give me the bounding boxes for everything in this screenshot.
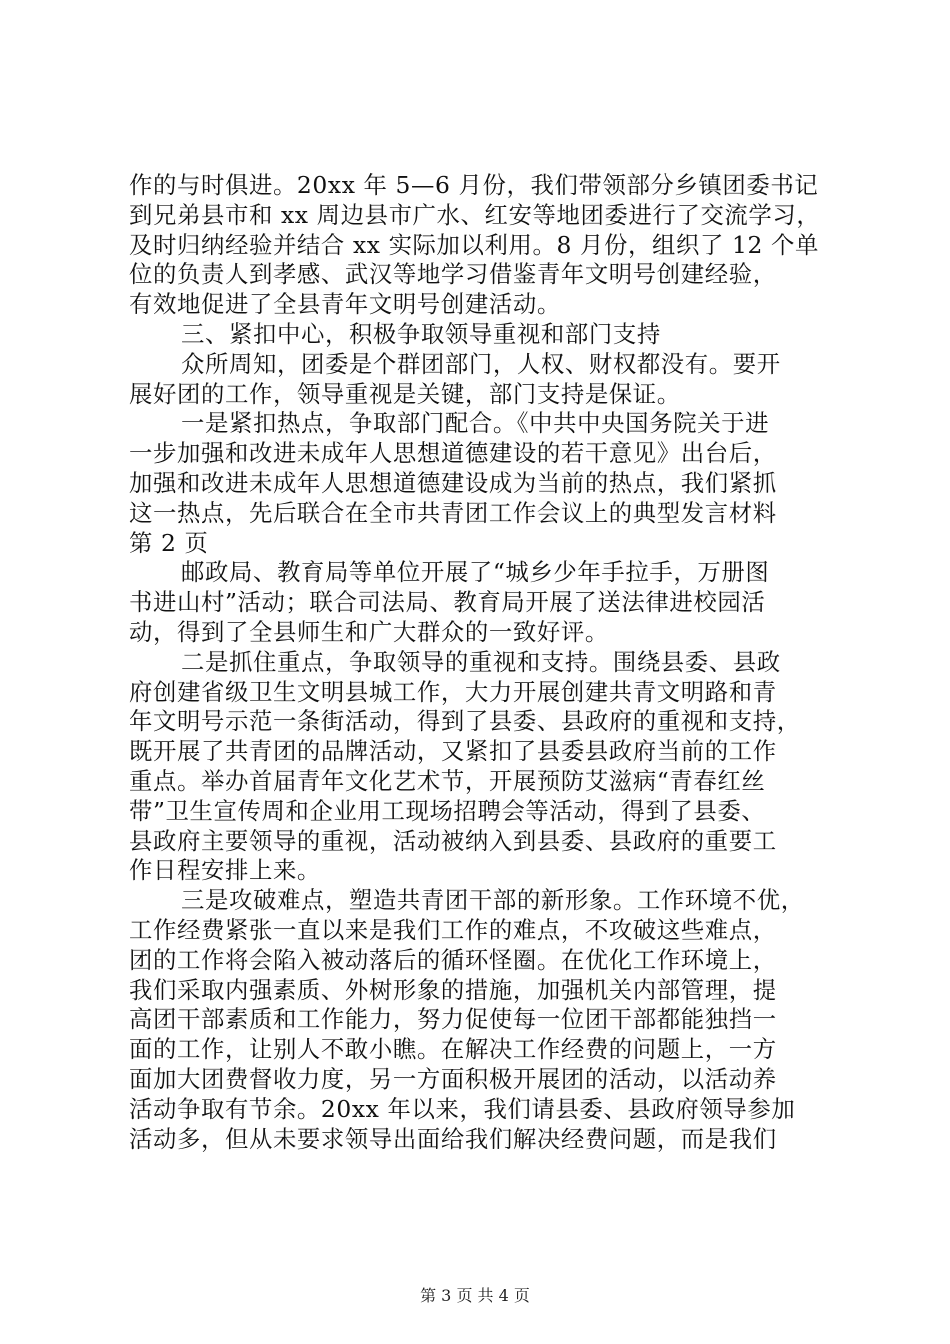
text-line: 三、紧扣中心，积极争取领导重视和部门支持	[181, 319, 661, 348]
text-line: 到兄弟县市和 xx 周边县市广水、红安等地团委进行了交流学习，	[129, 200, 821, 229]
text-line: 活动争取有节余。20xx 年以来，我们请县委、县政府领导参加	[129, 1094, 796, 1123]
page-footer: 第 3 页 共 4 页	[420, 1286, 530, 1305]
text-line: 高团干部素质和工作能力，努力促使每一位团干部都能独挡一	[129, 1005, 777, 1034]
text-line: 作的与时俱进。20xx 年 5—6 月份，我们带领部分乡镇团委书记	[129, 171, 819, 199]
text-line: 及时归纳经验并结合 xx 实际加以利用。8 月份，组织了 12 个单	[129, 230, 819, 259]
text-line: 二是抓住重点，争取领导的重视和支持。围绕县委、县政	[181, 647, 781, 676]
text-line: 有效地促进了全县青年文明号创建活动。	[129, 290, 561, 319]
document-body	[129, 171, 831, 1154]
text-line: 第 2 页	[129, 528, 209, 557]
text-line: 活动多，但从未要求领导出面给我们解决经费问题，而是我们	[129, 1124, 777, 1153]
text-line: 既开展了共青团的品牌活动，又紧扣了县委县政府当前的工作	[129, 737, 777, 766]
text-line: 这一热点，先后联合在全市共青团工作会议上的典型发言材料	[129, 498, 777, 527]
text-line: 我们采取内强素质、外树形象的措施，加强机关内部管理，提	[129, 975, 777, 1004]
text-line: 三是攻破难点，塑造共青团干部的新形象。工作环境不优，	[181, 886, 805, 915]
text-line: 团的工作将会陷入被动落后的循环怪圈。在优化工作环境上，	[129, 945, 777, 974]
text-line: 一步加强和改进未成年人思想道德建设的若干意见》出台后，	[129, 439, 777, 468]
text-line: 动，得到了全县师生和广大群众的一致好评。	[129, 617, 609, 646]
text-line: 工作经费紧张一直以来是我们工作的难点，不攻破这些难点，	[129, 915, 777, 944]
text-line: 作日程安排上来。	[129, 856, 321, 885]
text-line: 加强和改进未成年人思想道德建设成为当前的热点，我们紧抓	[129, 468, 777, 497]
text-line: 县政府主要领导的重视，活动被纳入到县委、县政府的重要工	[129, 826, 777, 855]
text-line: 年文明号示范一条街活动，得到了县委、县政府的重视和支持，	[129, 707, 801, 736]
text-line: 府创建省级卫生文明县城工作，大力开展创建共青文明路和青	[129, 677, 777, 706]
text-line: 众所周知，团委是个群团部门，人权、财权都没有。要开	[181, 349, 781, 378]
text-line: 面加大团费督收力度，另一方面积极开展团的活动，以活动养	[129, 1064, 777, 1093]
text-line: 面的工作，让别人不敢小瞧。在解决工作经费的问题上，一方	[129, 1035, 777, 1064]
text-line: 展好团的工作，领导重视是关键，部门支持是保证。	[129, 379, 681, 408]
text-line: 重点。举办首届青年文化艺术节，开展预防艾滋病“青春红丝	[129, 766, 766, 795]
text-line: 带”卫生宣传周和企业用工现场招聘会等活动，得到了县委、	[129, 796, 766, 825]
text-line: 一是紧扣热点，争取部门配合。《中共中央国务院关于进	[181, 409, 770, 438]
text-line: 书进山村”活动；联合司法局、教育局开展了送法律进校园活	[129, 588, 766, 617]
text-line: 位的负责人到孝感、武汉等地学习借鉴青年文明号创建经验，	[129, 260, 777, 289]
text-line: 邮政局、教育局等单位开展了“城乡少年手拉手，万册图	[181, 558, 770, 587]
